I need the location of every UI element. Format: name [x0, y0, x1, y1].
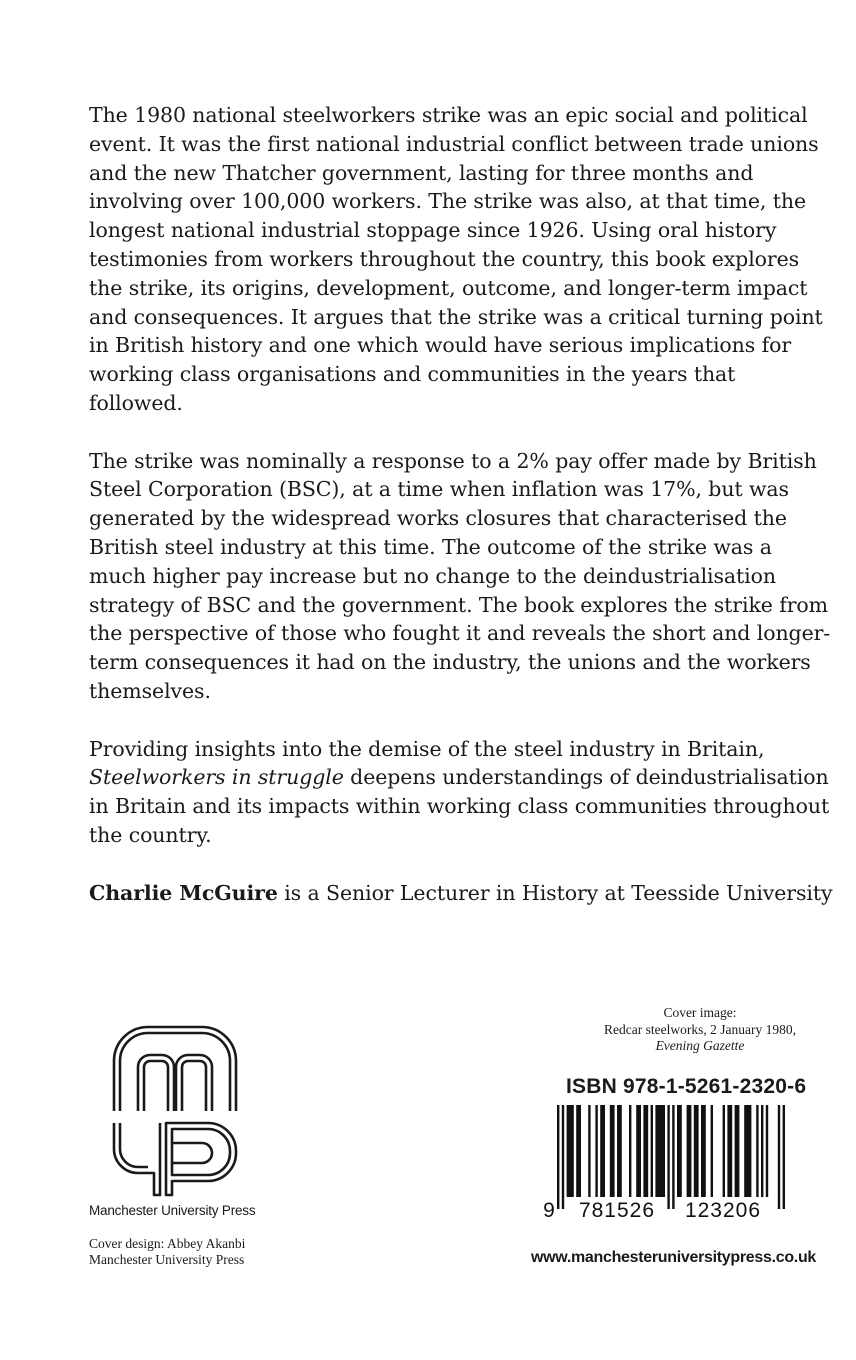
isbn-barcode	[543, 1105, 793, 1220]
barcode-bar	[744, 1105, 751, 1197]
cover-image-label: Cover image:	[663, 1005, 737, 1020]
barcode-bar	[655, 1105, 665, 1197]
paragraph-3-intro: Providing insights into the demise of the steel industry in Britain,	[89, 736, 765, 761]
blurb-paragraph-1: The 1980 national steelworkers strike was an epic social and political event. It was the first national industrial conflict between trade unions and the new Thatcher government, lasting for three months and involving over 100,000 workers. The strike was also, at that time, the longest national industrial stoppage since 1926. Using oral history testimonies from workers throughout the country, this book explores the strike, its origins, development, outcome, and longer-term impact and consequences. It argues that the strike was a critical turning point in British history and one which would have serious implications for working class organisations and communities in the years that followed.	[89, 103, 823, 415]
barcode-bar	[778, 1105, 780, 1209]
barcode-bar	[567, 1105, 574, 1197]
barcode-bar	[723, 1105, 725, 1197]
back-cover-blurb	[89, 101, 834, 907]
cover-design-line-1: Cover design: Abbey Akanbi	[89, 1236, 246, 1251]
cover-design-line-2: Manchester University Press	[89, 1252, 245, 1267]
barcode-bar	[761, 1105, 763, 1197]
barcode-bar	[756, 1105, 758, 1197]
publisher-website: www.manchesteruniversitypress.co.uk	[531, 1249, 817, 1266]
barcode-bar	[595, 1105, 597, 1197]
book-title: Steelworkers in struggle	[89, 765, 344, 790]
author-description: is a Senior Lecturer in History at Teesside University	[277, 880, 833, 905]
barcode-bar	[766, 1105, 768, 1197]
barcode-digits-right: 123206	[684, 1199, 762, 1220]
barcode-bar	[651, 1105, 653, 1197]
author-bio	[89, 879, 834, 908]
barcode-bar	[677, 1105, 682, 1197]
barcode-bar	[588, 1105, 590, 1197]
barcode-bar	[694, 1105, 699, 1197]
barcode-bar	[711, 1105, 713, 1197]
barcode-bar	[629, 1105, 631, 1197]
barcode-bar	[672, 1105, 674, 1209]
barcode-bar	[617, 1105, 622, 1197]
barcode-bar	[687, 1105, 692, 1197]
mup-logo-icon	[110, 1023, 240, 1198]
blurb-paragraph-2: The strike was nominally a response to a 2% pay offer made by British Steel Corporation (BSC), at a time when inflation was 17%, but was generated by the widespread works closures that characterised the British steel industry at this time. The outcome of the strike was a much higher pay increase but no change to the deindustrialisation strategy of BSC and the government. The book explores the strike from the perspective of those who fought it and reveals the short and longer-term consequences it had on the industry, the unions and the workers themselves.	[89, 448, 831, 703]
barcode-bar	[667, 1105, 669, 1209]
author-name: Charlie McGuire	[89, 880, 278, 905]
barcode-bar	[727, 1105, 732, 1197]
barcode-bar	[557, 1105, 559, 1209]
cover-image-credit	[540, 1005, 856, 1055]
publisher-name: Manchester University Press	[89, 1203, 256, 1218]
cover-image-source: Redcar steelworks, 2 January 1980,	[604, 1021, 796, 1037]
paragraph-3-rest: deepens understandings of deindustrialisation in Britain and its impacts within working class communities throughout the country.	[89, 765, 830, 847]
barcode-bar	[636, 1105, 641, 1197]
barcode-bar	[576, 1105, 581, 1197]
barcode-bar	[610, 1105, 615, 1197]
barcode-digit-first: 9	[543, 1199, 555, 1220]
barcode-digits-left: 781526	[578, 1199, 656, 1220]
barcode-bar	[562, 1105, 564, 1209]
isbn-text: ISBN 978-1-5261-2320-6	[566, 1075, 807, 1098]
cover-design-credit	[89, 1236, 245, 1268]
barcode-bar	[783, 1105, 785, 1209]
barcode-bar	[701, 1105, 706, 1197]
cover-image-publication: Evening Gazette	[655, 1038, 745, 1053]
barcode-bar	[600, 1105, 605, 1197]
barcode-bar	[735, 1105, 740, 1197]
barcode-bar	[643, 1105, 648, 1197]
blurb-paragraph-3	[89, 735, 834, 850]
